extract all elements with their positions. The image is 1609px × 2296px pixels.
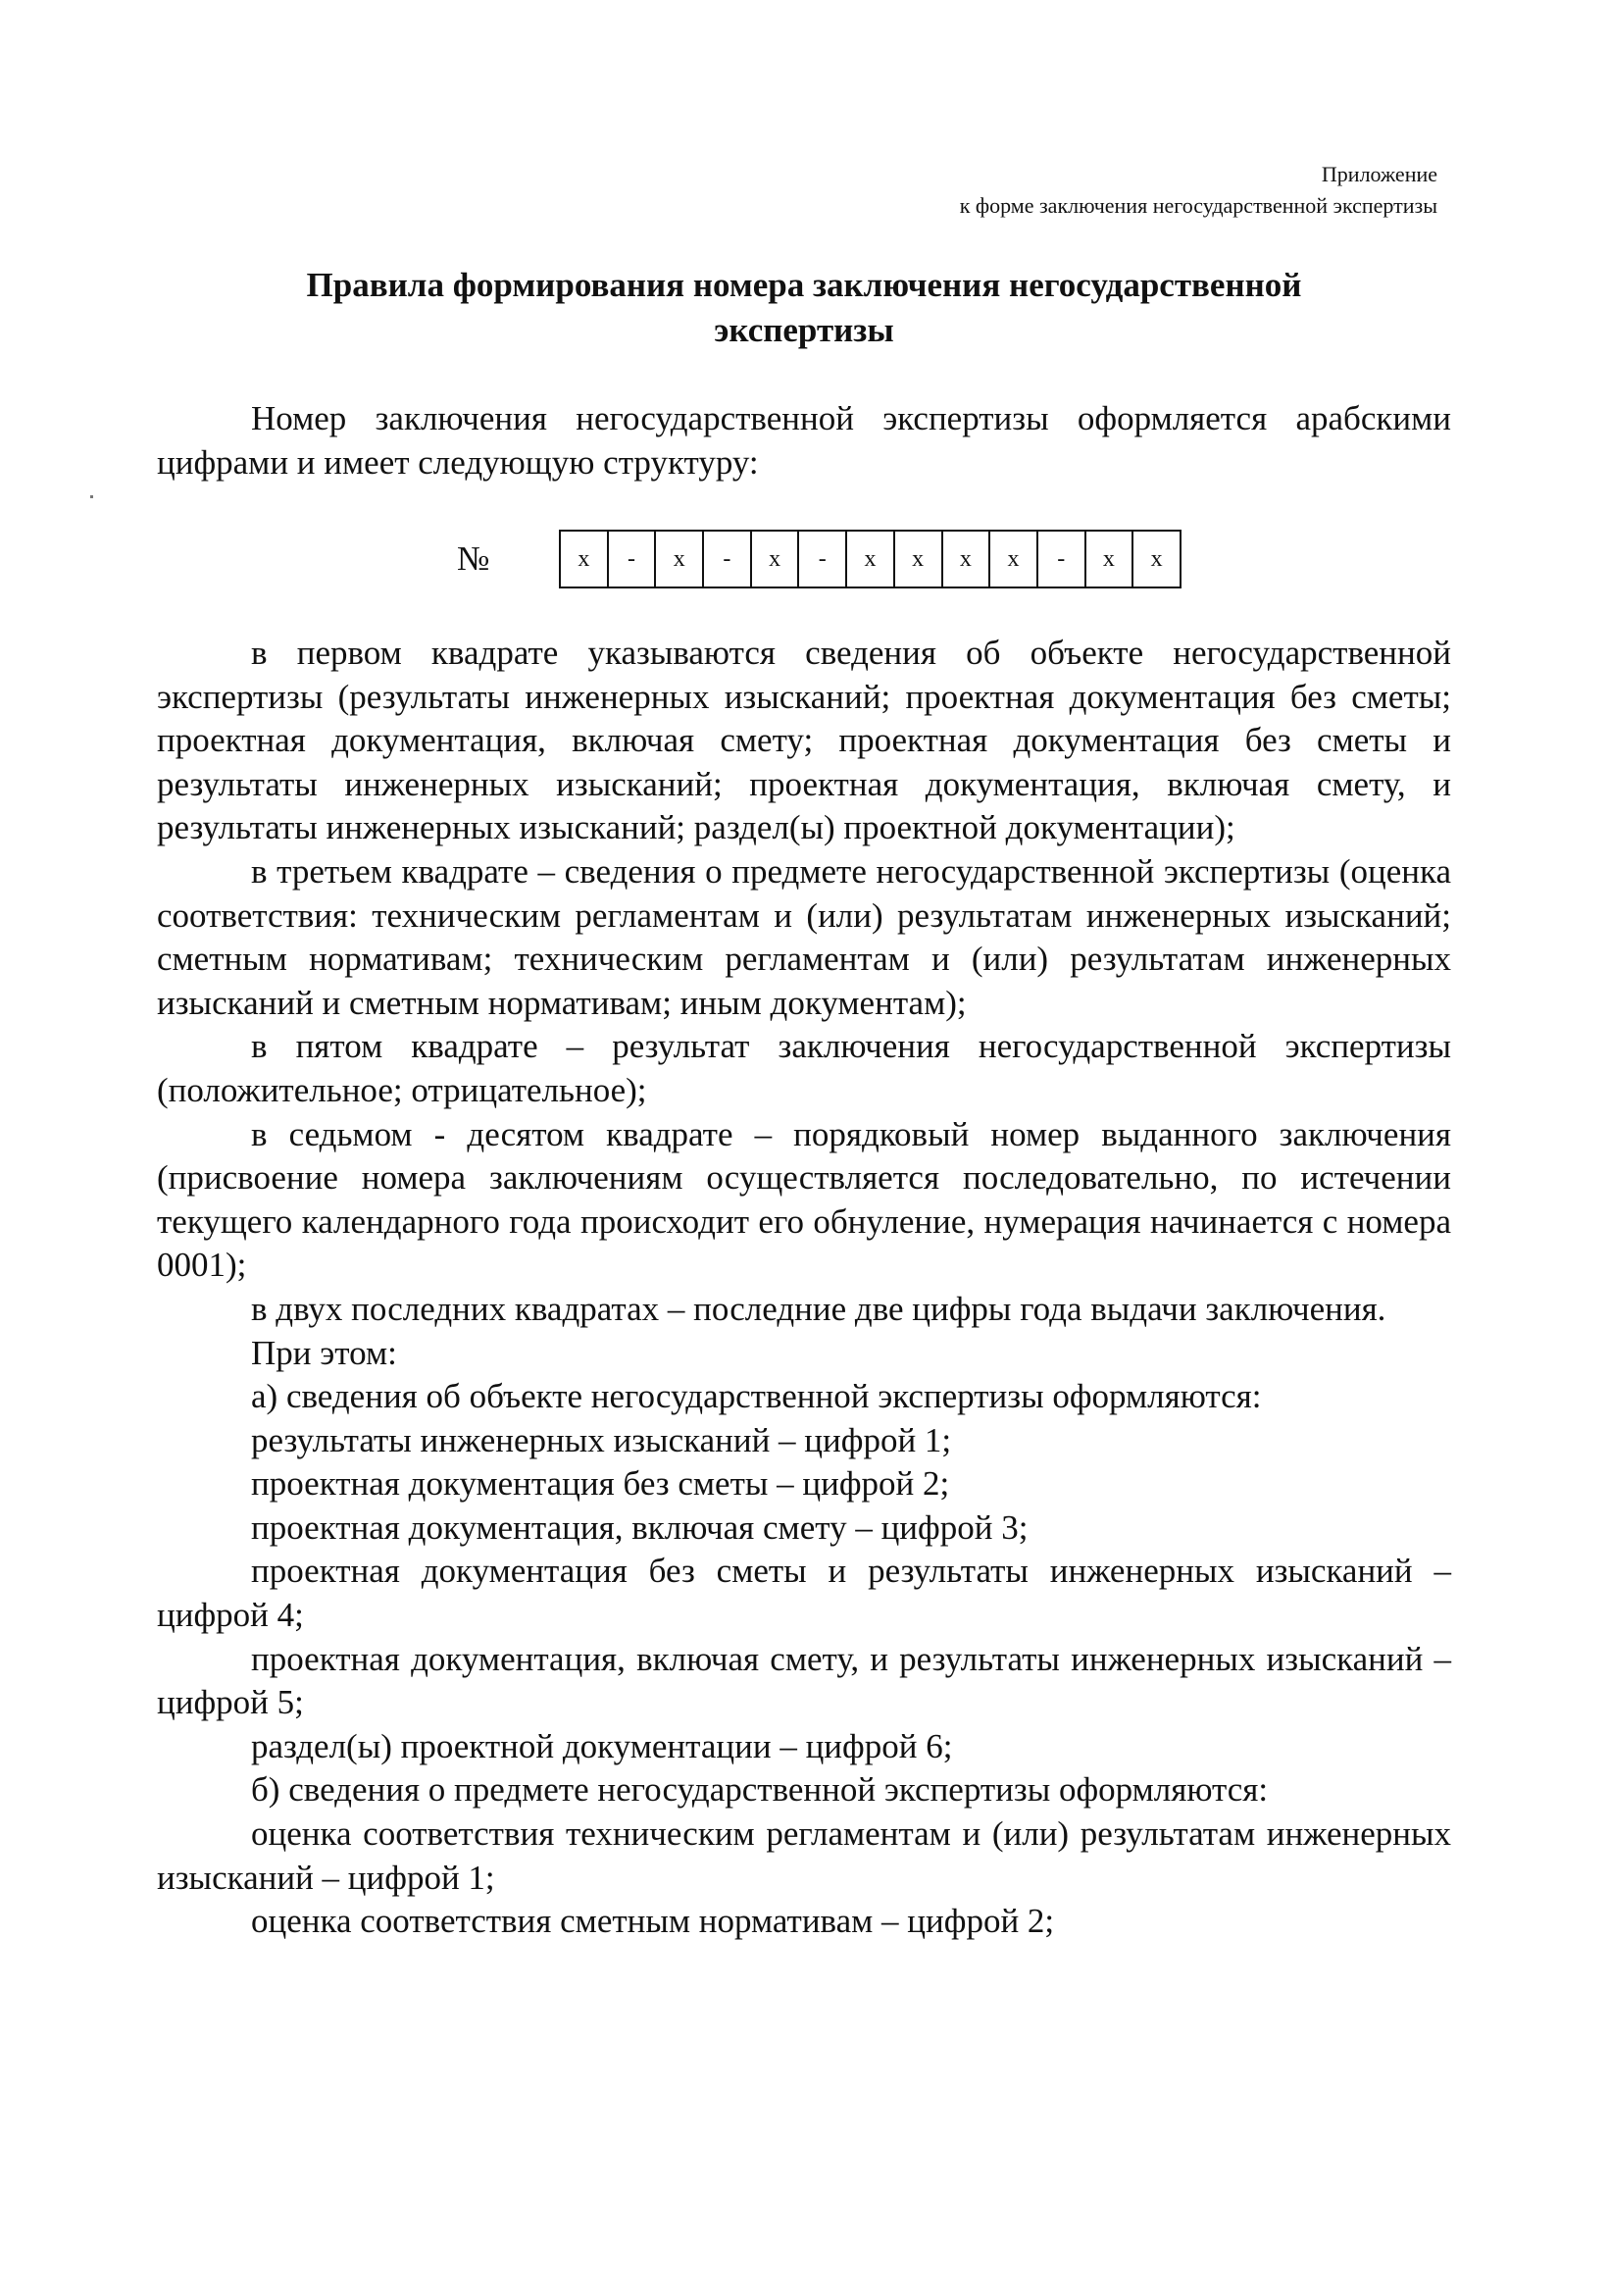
rule-paragraph: в двух последних квадратах – последние две цифры года выдачи заключения. (251, 1289, 1386, 1328)
appendix-label: Приложение (1321, 162, 1437, 186)
rule-paragraph: в пятом квадрате – результат заключения негосударственной экспертизы (положительное; отрицательное); (157, 1027, 1451, 1109)
appendix-header (960, 159, 1437, 222)
intro-paragraph: Номер заключения негосударственной экспертизы оформляется арабскими цифрами и имеет следующую структуру: (157, 399, 1451, 482)
number-box: х (561, 532, 609, 587)
number-box: - (799, 532, 847, 587)
rule-paragraph: результаты инженерных изысканий – цифрой 1; (251, 1420, 952, 1459)
rule-paragraph: а) сведения об объекте негосударственной экспертизы оформляются: (251, 1377, 1262, 1416)
number-box: - (704, 532, 752, 587)
number-box: х (1133, 532, 1182, 587)
rule-paragraph: б) сведения о предмете негосударственной экспертизы оформляются: (251, 1770, 1269, 1810)
title-line-2: экспертизы (714, 311, 894, 349)
number-box: х (990, 532, 1038, 587)
intro-block (157, 397, 1451, 485)
rules-block (157, 632, 1451, 1944)
rule-paragraph: При этом: (251, 1333, 397, 1372)
rule-paragraph: раздел(ы) проектной документации – цифрой 6; (251, 1726, 953, 1765)
number-boxes (559, 530, 1182, 588)
rule-paragraph: проектная документация без сметы – цифрой 2; (251, 1464, 950, 1504)
number-sign: № (457, 539, 490, 578)
rule-paragraph: проектная документация, включая смету, и результаты инженерных изысканий – цифрой 5; (157, 1639, 1451, 1722)
rule-paragraph: в седьмом - десятом квадрате – порядковый номер выданного заключения (присвоение номера заключениям осуществляется последовательно, по истечении текущего календарного года происходит его обнуление, нумерация начинается с номера 0001); (157, 1114, 1451, 1285)
rule-paragraph: проектная документация, включая смету – цифрой 3; (251, 1507, 1029, 1547)
number-box: х (1086, 532, 1134, 587)
rule-paragraph: в первом квадрате указываются сведения об объекте негосударственной экспертизы (результаты инженерных изысканий; проектная документация без сметы; проектная документация, включая смету; проектная документация без сметы и результаты инженерных изысканий; проектная документация, включая смету, и результаты инженерных изысканий; раздел(ы) проектной документации); (157, 634, 1451, 847)
number-box: х (847, 532, 895, 587)
rule-paragraph: в третьем квадрате – сведения о предмете негосударственной экспертизы (оценка соответствия: техническим регламентам и (или) результатам инженерных изысканий; сметным нормативам; техническим регламентам и (или) результатам инженерных изысканий и сметным нормативам; иным документам); (157, 851, 1451, 1022)
title-line-1: Правила формирования номера заключения негосударственной (306, 266, 1302, 304)
document-title (157, 263, 1451, 353)
number-box: х (752, 532, 800, 587)
rule-paragraph: оценка соответствия техническим регламентам и (или) результатам инженерных изысканий – цифрой 1; (157, 1814, 1451, 1897)
scan-dot (90, 495, 93, 498)
number-box: - (1038, 532, 1086, 587)
number-box: х (656, 532, 704, 587)
appendix-reference: к форме заключения негосударственной экспертизы (959, 193, 1437, 218)
number-box: х (895, 532, 943, 587)
rule-paragraph: оценка соответствия сметным нормативам – цифрой 2; (251, 1902, 1055, 1941)
rule-paragraph: проектная документация без сметы и результаты инженерных изысканий – цифрой 4; (157, 1552, 1451, 1635)
number-box: х (943, 532, 991, 587)
number-box: - (609, 532, 657, 587)
